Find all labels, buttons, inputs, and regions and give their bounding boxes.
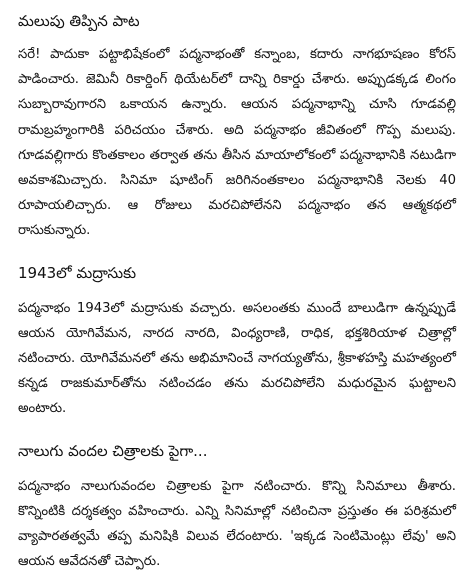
section-paragraph: పద్మనాభం 1943లో మద్రాసుకు వచ్చారు. అసలంతకు ముందే బాలుడిగా ఉన్నప్పుడే ఆయన యోగివేమన, నారద నారది, వింధ్యరాణి, రాధిక, భక్తశిరియాళ చిత్రాల్లో నటించారు. యోగివేమనలో తను అభిమానించే నాగయ్యతోను, శ్రీకాళహస్తి మహత్యంలో కన్నడ రాజకుమార్‌తోను నటించడం తను మరచిపోలేని మధురమైన ఘట్టాలని అంటారు.	[18, 300, 456, 417]
section-paragraph: సరే! పాదుకా పట్టాభిషేకంలో పద్మనాభంతో కన్నాంబ, కదారు నాగభూషణం కోరస్ పాడించారు. జెమినీ రికార్డింగ్ థియేటర్‌లో దాన్ని రికార్డు చేశారు. అప్పుడక్కడ లింగం సుబ్బారావుగారని ఒకాయన ఉన్నారు. ఆయన పద్మనాభాన్ని చూసి గూడవల్లి రామబ్రహ్మంగారికి పరిచయం చేశారు. అది పద్మనాభం జీవితంలో గొప్ప మలుపు. గూడవల్లిగారు కొంతకాలం తర్వాత తను తీసిన మాయాలోకంలో పద్మనాభానికి నటుడిగా అవకాశమిచ్చారు. సినిమా షూటింగ్ జరిగినంతకాలం పద్మనాభానికి నెలకు 40 రూపాయలిచ్చారు. ఆ రోజులు మరచిపోలేనని పద్మనాభం తన ఆత్మకథలో రాసుకున్నారు.	[18, 47, 456, 239]
section-turning-song	[18, 10, 456, 244]
section-four-hundred-films	[18, 440, 456, 574]
section-heading: నాలుగు వందల చిత్రాలకు పైగా...	[18, 441, 208, 460]
section-madras-1943	[18, 262, 456, 422]
section-heading: మలుపు తిప్పిన పాట	[18, 12, 140, 30]
section-heading: 1943లో మద్రాసుకు	[18, 263, 137, 282]
section-paragraph: పద్మనాభం నాలుగువందల చిత్రాలకు పైగా నటించారు. కొన్ని సినిమాలు తీశారు. కొన్నింటికి దర్శకత్వం వహించారు. ఎన్ని సినిమాల్లో నటించినా ప్రస్తుతం ఈ పరిశ్రమలో వ్యాపారతత్వమే తప్ప మనిషికి విలువ లేదంటారు. 'ఇక్కడ సెంటిమెంట్లు లేవు' అని ఆయన ఆవేదనతో చెప్పారు.	[18, 478, 456, 570]
